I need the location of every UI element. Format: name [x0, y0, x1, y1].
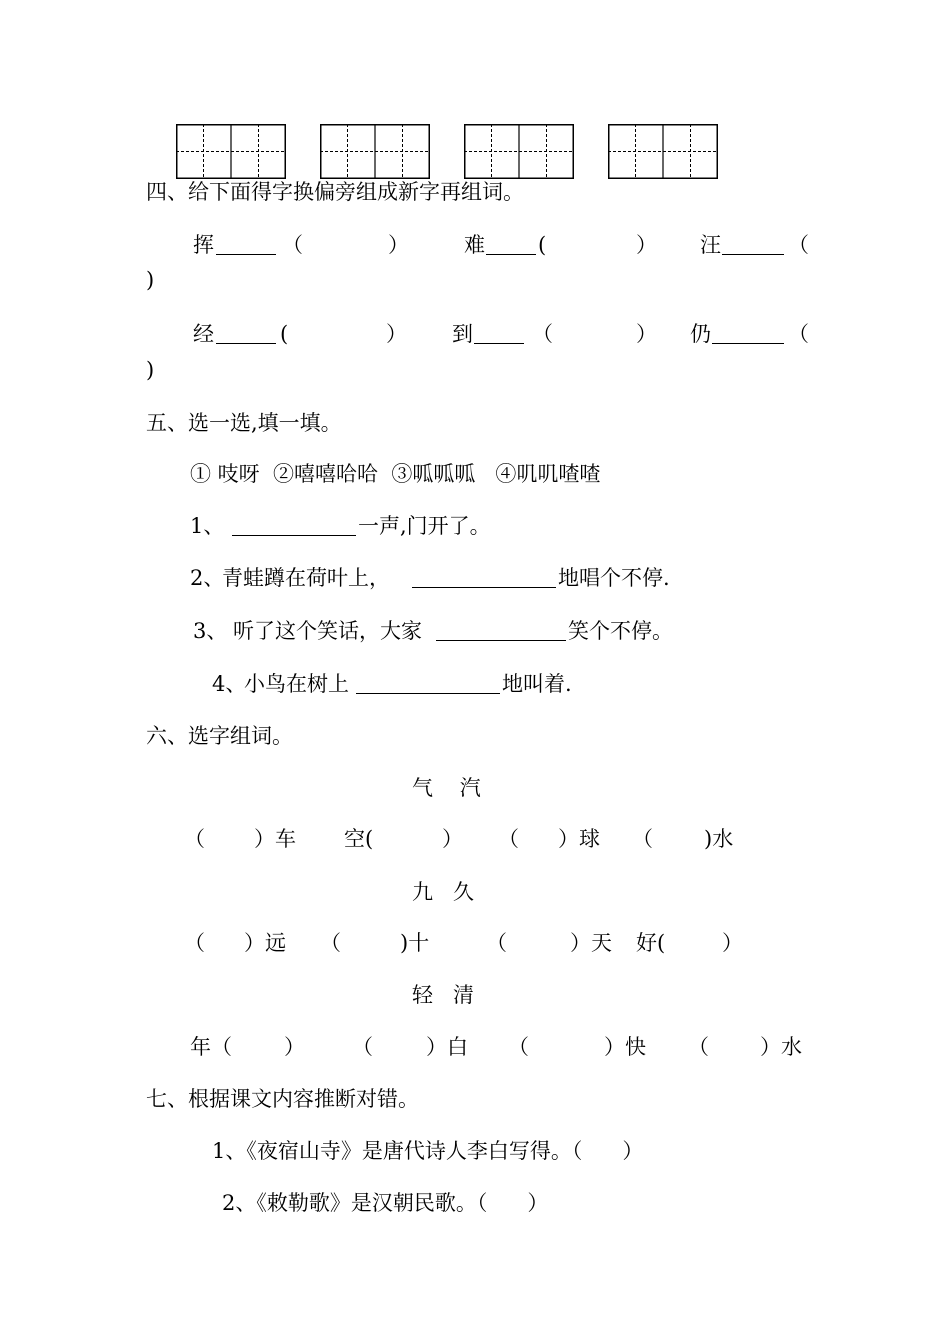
s4-close-paren-5: ） — [636, 322, 657, 346]
s4-char-3: 汪 — [700, 233, 721, 257]
s5-item4-text-before: 小鸟在树上 — [244, 672, 349, 696]
s6-g1-p8[interactable]: )水 — [704, 827, 734, 851]
s4-open-paren-2: ( — [538, 233, 547, 257]
s4-close-paren-4: ） — [386, 322, 407, 346]
s6-g1-p7: （ — [632, 827, 653, 851]
s4-wrap-paren-2: ) — [146, 358, 155, 382]
s6-group2-chars: 九 久 — [412, 880, 475, 904]
s5-item1-blank[interactable] — [232, 517, 356, 540]
s6-g2-p2[interactable]: ）远 — [244, 931, 286, 955]
s6-g1-p2[interactable]: ）车 — [254, 827, 296, 851]
s4-open-paren-5: （ — [532, 322, 553, 346]
writing-grid-1[interactable] — [176, 124, 286, 184]
s4-char-2: 难 — [464, 233, 485, 257]
s6-g3-p1[interactable]: 年（ — [190, 1035, 232, 1059]
s6-g1-p4: ） — [442, 827, 463, 851]
s4-blank-1[interactable] — [216, 236, 276, 259]
s4-blank-4[interactable] — [216, 325, 276, 348]
s6-g1-p6[interactable]: ）球 — [558, 827, 600, 851]
s5-item2-text-after: 地唱个不停. — [558, 566, 670, 590]
s5-item3-num: 3、 — [193, 619, 228, 643]
s6-g2-p8: ） — [722, 931, 743, 955]
s5-item1-num: 1、 — [190, 514, 225, 538]
s6-g1-p5: （ — [498, 827, 519, 851]
word-options: ① 吱呀 ②嘻嘻哈哈 ③呱呱呱 ④叽叽喳喳 — [190, 462, 601, 486]
s6-g3-p7: （ — [688, 1035, 709, 1059]
s6-g1-p1: （ — [184, 827, 205, 851]
s4-close-paren-2: ） — [636, 233, 657, 257]
s5-item3-blank[interactable] — [436, 622, 566, 645]
s5-item3-text-after: 笑个不停。 — [568, 619, 673, 643]
s4-char-6: 仍 — [690, 322, 711, 346]
section7-heading: 七、根据课文内容推断对错。 — [146, 1087, 419, 1111]
s6-g3-p4[interactable]: ）白 — [426, 1035, 468, 1059]
s6-g3-p2: ） — [284, 1035, 305, 1059]
s5-item3-text-before: 听了这个笑话，大家 — [233, 619, 422, 643]
s5-item2-blank[interactable] — [412, 569, 556, 592]
s6-group3-chars: 轻 清 — [412, 983, 475, 1007]
s6-g2-p3: （ — [320, 931, 341, 955]
s4-open-paren-1: （ — [282, 233, 303, 257]
s6-g2-p1: （ — [184, 931, 205, 955]
s4-blank-3[interactable] — [722, 236, 784, 259]
section6-heading: 六、选字组词。 — [146, 724, 293, 748]
section4-heading: 四、给下面得字换偏旁组成新字再组词。 — [146, 180, 524, 204]
writing-grid-2[interactable] — [320, 124, 430, 184]
s4-char-1: 挥 — [193, 233, 214, 257]
s4-char-4: 经 — [193, 322, 214, 346]
s7-item1[interactable]: 1、《夜宿山寺》是唐代诗人李白写得。（ ） — [212, 1139, 644, 1163]
s6-g3-p3: （ — [352, 1035, 373, 1059]
s4-blank-5[interactable] — [474, 325, 524, 348]
s4-open-paren-6: （ — [788, 322, 809, 346]
section5-heading: 五、选一选,填一填。 — [146, 411, 342, 435]
writing-grid-4[interactable] — [608, 124, 718, 184]
s4-open-paren-4: ( — [280, 322, 289, 346]
s4-blank-2[interactable] — [486, 236, 536, 259]
s7-item2[interactable]: 2、《敕勒歌》是汉朝民歌。（ ） — [222, 1191, 549, 1215]
s6-g2-p5: （ — [486, 931, 507, 955]
writing-grid-3[interactable] — [464, 124, 574, 184]
s4-open-paren-3: （ — [788, 233, 809, 257]
s4-wrap-paren-1: ) — [146, 268, 155, 292]
s6-group1-chars: 气 汽 — [412, 776, 481, 800]
s6-g2-p4[interactable]: )十 — [400, 931, 430, 955]
s6-g2-p6[interactable]: ）天 — [570, 931, 612, 955]
s4-char-5: 到 — [452, 322, 473, 346]
s5-item1-text: 一声,门开了。 — [358, 514, 491, 538]
s6-g3-p8[interactable]: ）水 — [760, 1035, 802, 1059]
s5-item4-num: 4、 — [212, 672, 247, 696]
s6-g2-p7[interactable]: 好( — [636, 931, 666, 955]
s5-item4-text-after: 地叫着. — [502, 672, 572, 696]
s6-g3-p6[interactable]: ）快 — [604, 1035, 646, 1059]
s6-g3-p5: （ — [508, 1035, 529, 1059]
s4-blank-6[interactable] — [712, 325, 784, 348]
s4-close-paren-1: ） — [388, 233, 409, 257]
s5-item2-text-before: 青蛙蹲在荷叶上， — [222, 566, 390, 590]
s6-g1-p3[interactable]: 空( — [344, 827, 374, 851]
s5-item2-num: 2、 — [190, 566, 225, 590]
s5-item4-blank[interactable] — [356, 675, 500, 698]
